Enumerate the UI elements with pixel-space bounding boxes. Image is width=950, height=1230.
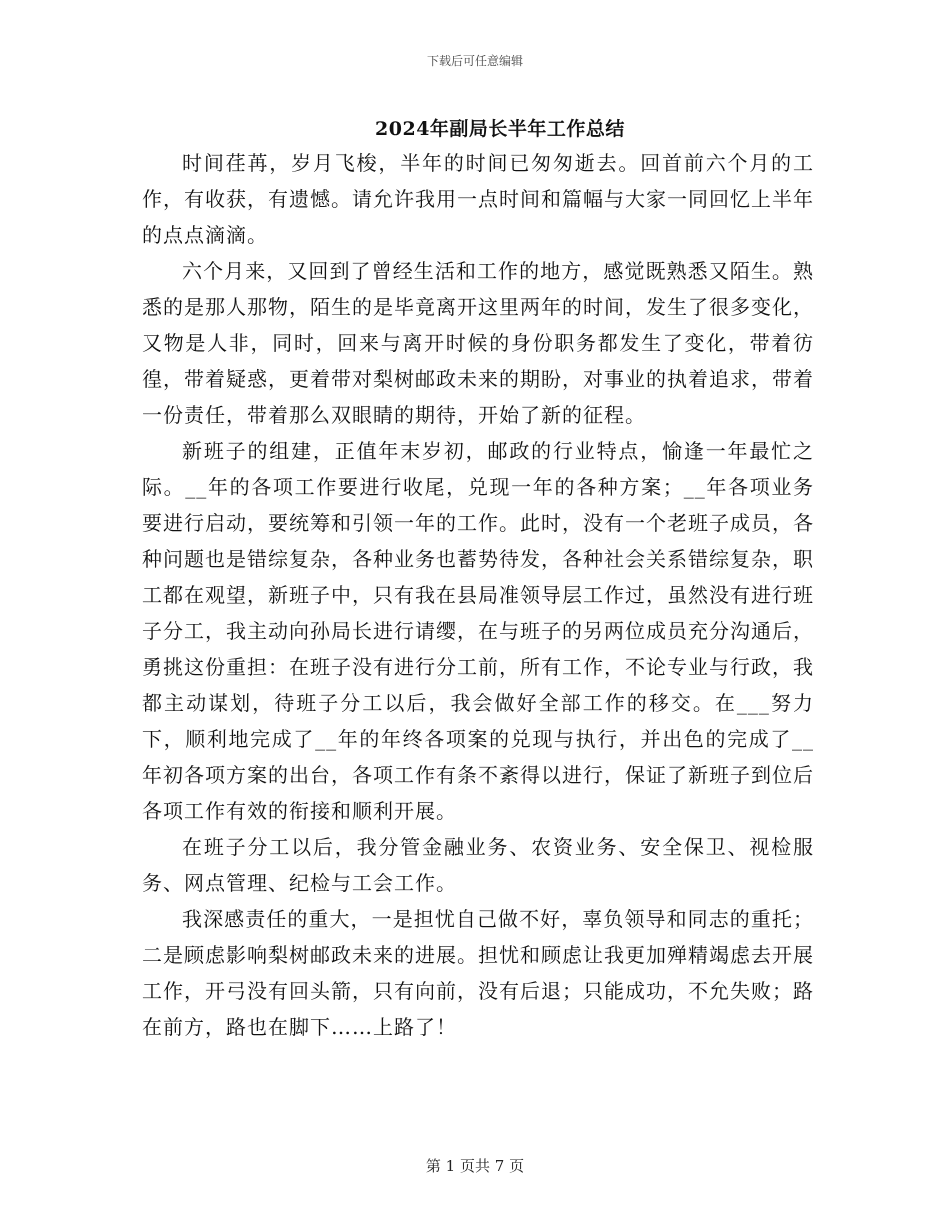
document-body <box>142 145 814 1045</box>
paragraph-1: 时间荏苒，岁月飞梭，半年的时间已匆匆逝去。回首前六个月的工作，有收获，有遗憾。请允许我用一点时间和篇幅与大家一同回忆上半年的点点滴滴。 <box>142 151 814 247</box>
page-header-note: 下载后可任意编辑 <box>426 54 523 68</box>
paragraph-4: 在班子分工以后，我分管金融业务、农资业务、安全保卫、视检服务、网点管理、纪检与工会工作。 <box>142 835 814 895</box>
document-title: 2024年副局长半年工作总结 <box>375 118 625 140</box>
page-footer: 第 1 页共 7 页 <box>425 1157 525 1175</box>
paragraph-3: 新班子的组建，正值年末岁初，邮政的行业特点，愉逢一年最忙之际。__年的各项工作要进行收尾，兑现一年的各种方案；__年各项业务要进行启动，要统筹和引领一年的工作。此时，没有一个老班子成员，各种问题也是错综复杂，各种业务也蓄势待发，各种社会关系错综复杂，职工都在观望，新班子中，只有我在县局准领导层工作过，虽然没有进行班子分工，我主动向孙局长进行请缨，在与班子的另两位成员充分沟通后，勇挑这份重担：在班子没有进行分工前，所有工作，不论专业与行政，我都主动谋划，待班子分工以后，我会做好全部工作的移交。在___努力下，顺利地完成了__年的年终各项案的兑现与执行，并出色的完成了__年初各项方案的出台，各项工作有条不紊得以进行，保证了新班子到位后各项工作有效的衔接和顺利开展。 <box>142 439 814 823</box>
paragraph-2: 六个月来，又回到了曾经生活和工作的地方，感觉既熟悉又陌生。熟悉的是那人那物，陌生的是毕竟离开这里两年的时间，发生了很多变化，又物是人非，同时，回来与离开时候的身份职务都发生了变化，带着彷徨，带着疑惑，更着带对梨树邮政未来的期盼，对事业的执着追求，带着一份责任，带着那么双眼睛的期待，开始了新的征程。 <box>142 259 814 427</box>
paragraph-5: 我深感责任的重大，一是担忧自己做不好，辜负领导和同志的重托；二是顾虑影响梨树邮政未来的进展。担忧和顾虑让我更加殚精竭虑去开展工作，开弓没有回头箭，只有向前，没有后退；只能成功，不允失败；路在前方，路也在脚下……上路了！ <box>142 907 814 1039</box>
